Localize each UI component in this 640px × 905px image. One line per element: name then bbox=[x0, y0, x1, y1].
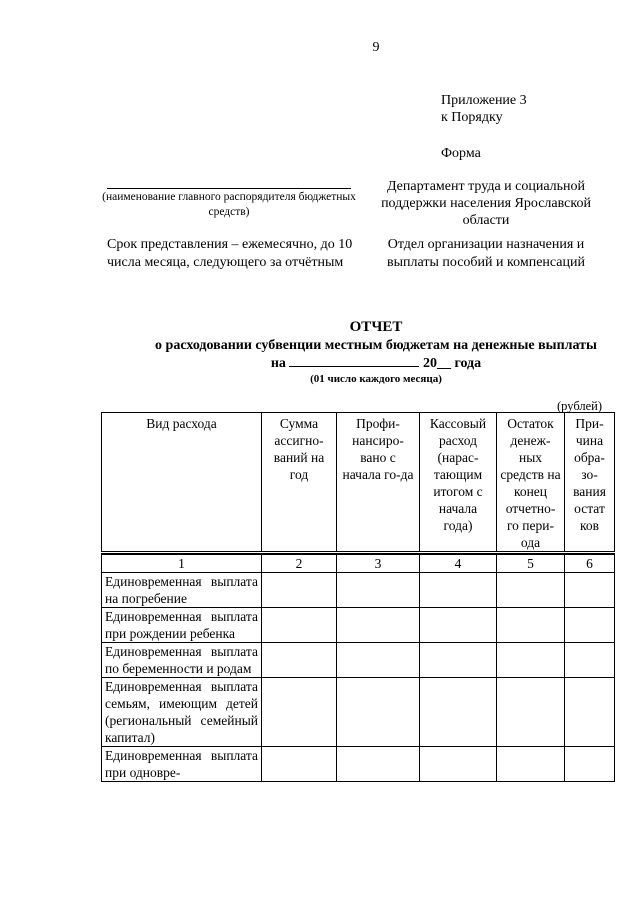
table-cell[interactable] bbox=[497, 747, 565, 782]
column-number: 5 bbox=[497, 555, 565, 573]
table-row bbox=[102, 747, 615, 782]
header-annual-allocation: Сумма ассигно-ваний на год bbox=[262, 413, 337, 553]
table-cell[interactable] bbox=[262, 643, 337, 678]
table-cell[interactable] bbox=[497, 678, 565, 747]
report-subtitle: о расходовании субвенции местным бюджетам на денежные выплаты bbox=[155, 338, 597, 353]
report-table bbox=[101, 412, 615, 782]
form-label: Форма bbox=[441, 146, 481, 161]
expense-type-label: Единовременная выплата на погребение bbox=[102, 573, 262, 608]
appendix-line-1: Приложение 3 bbox=[441, 93, 527, 108]
period-year: 20__ года bbox=[422, 356, 482, 371]
table-cell[interactable] bbox=[565, 747, 615, 782]
period-prefix: на bbox=[270, 356, 286, 371]
table-row bbox=[102, 643, 615, 678]
table-cell[interactable] bbox=[337, 573, 420, 608]
expense-type-label: Единовременная выплата при рождении ребенка bbox=[102, 608, 262, 643]
header-remaining-funds: Остаток денеж-ных средств на конец отчетно-го пери-ода bbox=[497, 413, 565, 553]
period-note: (01 число каждого месяца) bbox=[310, 373, 442, 385]
header-remainder-reason: При-чина обра-зо-вания остат ков bbox=[565, 413, 615, 553]
report-period bbox=[0, 354, 640, 372]
table-cell[interactable] bbox=[420, 678, 497, 747]
column-number: 2 bbox=[262, 555, 337, 573]
column-number: 6 bbox=[565, 555, 615, 573]
column-number: 4 bbox=[420, 555, 497, 573]
period-month-blank bbox=[289, 354, 419, 367]
table-cell[interactable] bbox=[337, 678, 420, 747]
table-row bbox=[102, 678, 615, 747]
column-number: 3 bbox=[337, 555, 420, 573]
table-cell[interactable] bbox=[497, 573, 565, 608]
expense-type-label: Единовременная выплата при одновре- bbox=[102, 747, 262, 782]
table-cell[interactable] bbox=[262, 573, 337, 608]
page-number: 9 bbox=[372, 40, 380, 55]
table-cell[interactable] bbox=[420, 747, 497, 782]
table-cell[interactable] bbox=[337, 747, 420, 782]
table-cell[interactable] bbox=[337, 643, 420, 678]
table-row bbox=[102, 573, 615, 608]
table-cell[interactable] bbox=[565, 608, 615, 643]
units-label: (рублей) bbox=[557, 399, 603, 413]
header-financed-ytd: Профи-нансиро-вано с начала го-да bbox=[337, 413, 420, 553]
table-cell[interactable] bbox=[565, 643, 615, 678]
office-name: Отдел организации назначения и выплаты пособий и компенсаций bbox=[387, 237, 585, 270]
column-number: 1 bbox=[102, 555, 262, 573]
submission-deadline: Срок представления – ежемесячно, до 10 числа месяца, следующего за отчётным bbox=[107, 237, 353, 270]
table-cell[interactable] bbox=[420, 608, 497, 643]
manager-caption: (наименование главного распорядителя бюджетных средств) bbox=[102, 191, 356, 218]
column-number-row bbox=[102, 555, 615, 573]
expense-type-label: Единовременная выплата семьям, имеющим детей (региональный семейный капитал) bbox=[102, 678, 262, 747]
table-cell[interactable] bbox=[497, 608, 565, 643]
table-cell[interactable] bbox=[262, 608, 337, 643]
department-name: Департамент труда и социальной поддержки населения Ярославской области bbox=[381, 179, 591, 228]
header-expense-type: Вид расхода bbox=[102, 413, 262, 553]
table-cell[interactable] bbox=[565, 678, 615, 747]
table-cell[interactable] bbox=[565, 573, 615, 608]
table-cell[interactable] bbox=[420, 643, 497, 678]
table-header-row bbox=[102, 413, 615, 553]
appendix-line-2: к Порядку bbox=[441, 110, 503, 125]
table-cell[interactable] bbox=[497, 643, 565, 678]
header-cash-expense: Кассовый расход (нарас-тающим итогом с начала года) bbox=[420, 413, 497, 553]
manager-name-line bbox=[107, 180, 351, 189]
table-row bbox=[102, 608, 615, 643]
report-title: ОТЧЕТ bbox=[349, 319, 403, 335]
table-cell[interactable] bbox=[262, 747, 337, 782]
table-cell[interactable] bbox=[262, 678, 337, 747]
table-cell[interactable] bbox=[337, 608, 420, 643]
expense-type-label: Единовременная выплата по беременности и родам bbox=[102, 643, 262, 678]
table-cell[interactable] bbox=[420, 573, 497, 608]
